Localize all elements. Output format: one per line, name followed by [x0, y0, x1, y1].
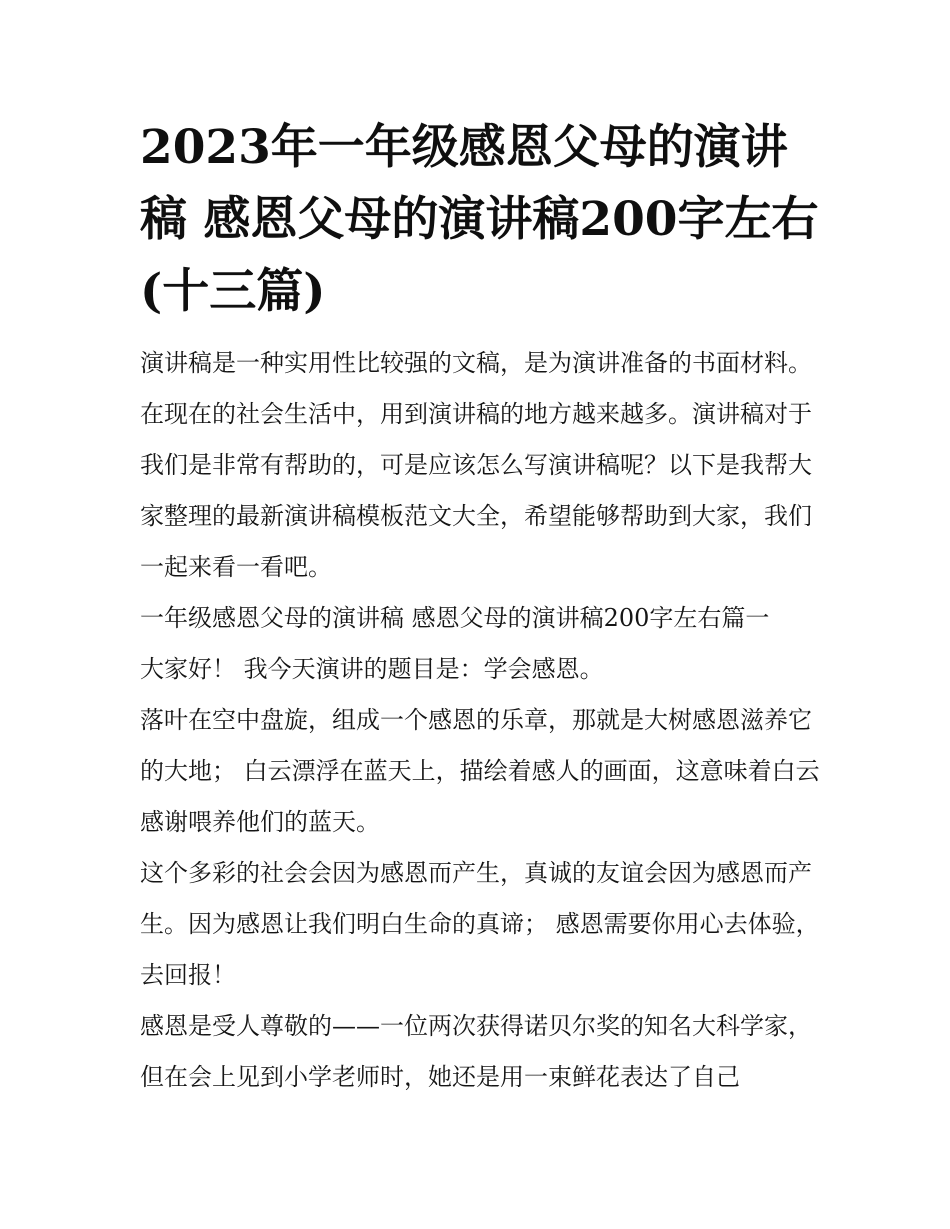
document-body [140, 338, 820, 1103]
greeting-paragraph: 大家好！ 我今天演讲的题目是：学会感恩。 [140, 655, 604, 683]
intro-paragraph: 演讲稿是一种实用性比较强的文稿，是为演讲准备的书面材料。在现在的社会生活中，用到演讲稿的地方越来越多。演讲稿对于我们是非常有帮助的，可是应该怎么写演讲稿呢？以下是我帮大家整理的最新演讲稿模板范文大全，希望能够帮助到大家，我们一起来看一看吧。 [140, 349, 812, 581]
section-heading: 一年级感恩父母的演讲稿 感恩父母的演讲稿200字左右篇一 [140, 604, 770, 632]
body-paragraph: 落叶在空中盘旋，组成一个感恩的乐章，那就是大树感恩滋养它的大地； 白云漂浮在蓝天上，描绘着感人的画面，这意味着白云感谢喂养他们的蓝天。 [140, 706, 820, 836]
document-page [140, 112, 820, 1103]
body-paragraph: 感恩是受人尊敬的——一位两次获得诺贝尔奖的知名大科学家，但在会上见到小学老师时，她还是用一束鲜花表达了自己 [140, 1012, 812, 1091]
body-paragraph: 这个多彩的社会会因为感恩而产生，真诚的友谊会因为感恩而产生。因为感恩让我们明白生命的真谛； 感恩需要你用心去体验，去回报！ [140, 859, 820, 989]
document-title: 2023年一年级感恩父母的演讲稿 感恩父母的演讲稿200字左右(十三篇) [140, 120, 819, 319]
